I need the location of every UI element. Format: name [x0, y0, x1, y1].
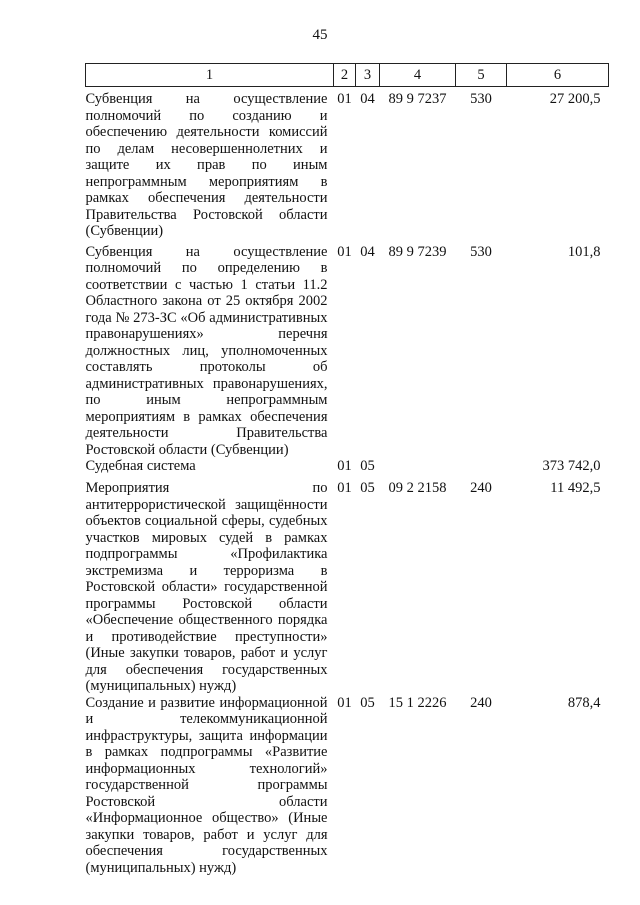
row-section: 01 [337, 480, 352, 496]
row-target-code: 09 2 2158 [388, 480, 447, 496]
page-number: 45 [312, 27, 328, 43]
row-expense-type: 530 [470, 91, 492, 107]
row-subsection: 04 [360, 243, 375, 260]
row-amount: 878,4 [567, 694, 601, 711]
row-subsection: 04 [360, 91, 375, 107]
row-description: Субвенция на осуществление полномочий по определению в соответствии с частью 1 статьи 11.2 Областного закона от 25 октября 2002 года № 273-ЗС «Об административных правонарушениях» перечня должностных лиц, уполномоченных составлять протоколы об административных правонарушениях, по иным непрограммным мероприятиям в рамках обеспечения деятельности Правительства Ростовской области (Субвенции) [85, 243, 328, 458]
row-expense-type: 240 [470, 694, 492, 711]
table-row [86, 695, 609, 877]
table-row [86, 240, 609, 459]
row-expense-type: 240 [470, 480, 492, 496]
budget-table [85, 63, 609, 876]
header-col-4: 4 [380, 64, 456, 87]
row-subsection: 05 [360, 694, 375, 711]
row-description: Создание и развитие информационной и телекоммуникационной инфраструктуры, защита информации в рамках подпрограммы «Развитие информационных технологий» государственной программы Ростовской области «Информационное общество» (Иные закупки товаров, работ и услуг для обеспечения государственных (муниципальных) нужд) [85, 694, 328, 876]
row-target-code [380, 458, 456, 480]
row-target-code: 89 9 7239 [388, 243, 447, 260]
header-col-1: 1 [86, 64, 334, 87]
table-row [86, 458, 609, 480]
row-target-code: 15 1 2226 [388, 694, 447, 711]
header-col-6: 6 [507, 64, 609, 87]
row-description: Судебная система [85, 458, 196, 474]
row-section: 01 [337, 243, 352, 260]
row-amount: 101,8 [567, 243, 601, 260]
table-row [86, 87, 609, 240]
table-row [86, 480, 609, 695]
row-description: Мероприятия по антитеррористической защищённости объектов социальной сферы, судебных участков мировых судей в рамках подпрограммы «Профилактика экстремизма и терроризма в Ростовской области» государственной программы Ростовской области «Обеспечение общественного порядка и противодействие преступности» (Иные закупки товаров, работ и услуг для обеспечения государственных (муниципальных) нужд) [85, 480, 328, 694]
row-subsection: 05 [360, 458, 375, 474]
row-section: 01 [337, 694, 352, 711]
row-section: 01 [337, 91, 352, 107]
row-amount: 373 742,0 [542, 458, 601, 474]
row-subsection: 05 [360, 480, 375, 496]
header-col-2: 2 [334, 64, 356, 87]
header-col-5: 5 [456, 64, 507, 87]
table-header-row [86, 64, 609, 87]
row-amount: 27 200,5 [549, 91, 601, 107]
row-section: 01 [337, 458, 352, 474]
row-expense-type: 530 [470, 243, 492, 260]
row-target-code: 89 9 7237 [388, 91, 447, 107]
row-description: Субвенция на осуществление полномочий по созданию и обеспечению деятельности комиссий по делам несовершеннолетних и защите их прав по иным непрограммным мероприятиям в рамках обеспечения деятельности Правительства Ростовской области (Субвенции) [85, 91, 328, 239]
row-expense-type [456, 458, 507, 480]
header-col-3: 3 [356, 64, 380, 87]
row-amount: 11 492,5 [550, 480, 601, 496]
